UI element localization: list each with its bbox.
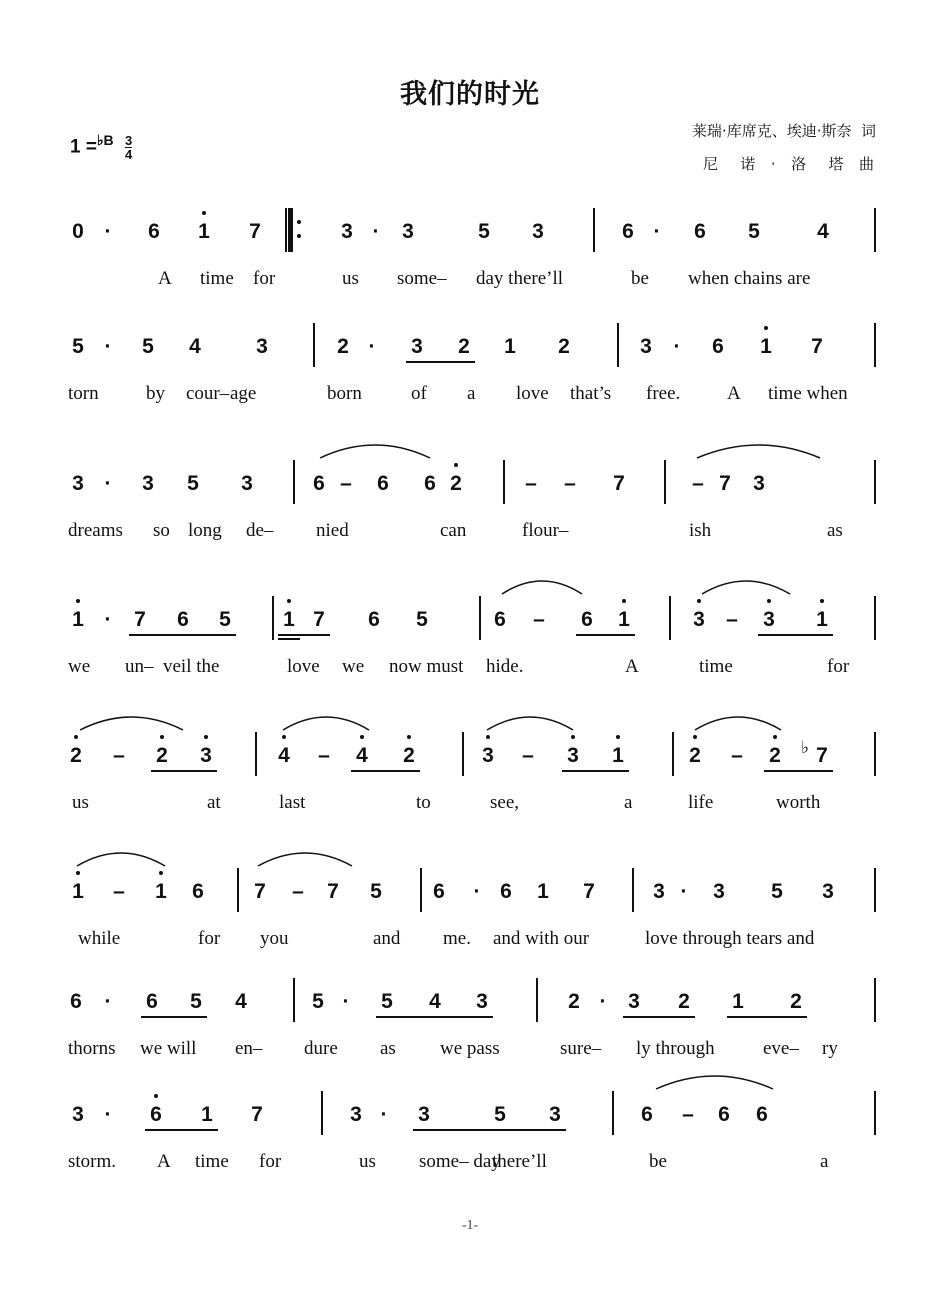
lyric-word: A <box>157 1151 171 1172</box>
note: 3 <box>142 472 154 495</box>
note: 7 <box>313 608 325 631</box>
lyric-word: as <box>827 520 843 541</box>
note: 3 <box>822 880 834 903</box>
lyric-word: can <box>440 520 467 541</box>
bar-line <box>313 323 315 367</box>
note: 3 <box>549 1103 561 1126</box>
note: 2 <box>764 744 786 768</box>
tie-arc <box>656 1076 773 1089</box>
lyric-word: de– <box>246 520 274 541</box>
lyric-word: A <box>727 383 741 404</box>
beam-underline <box>278 638 300 640</box>
note: 3 <box>72 472 84 495</box>
octave-dot <box>820 599 824 603</box>
octave-dot <box>74 735 78 739</box>
dash-extension: – <box>533 608 545 631</box>
beam-underline <box>727 1016 807 1018</box>
lyric-word: sure– <box>560 1038 602 1059</box>
lyric-word: A <box>625 656 639 677</box>
note: 1 <box>278 608 300 632</box>
octave-dot <box>454 463 458 467</box>
note: 3 <box>256 335 268 358</box>
lyric-word: torn <box>68 383 99 404</box>
note: 5 <box>219 608 231 631</box>
note: 1 <box>607 744 629 768</box>
octave-dot <box>697 599 701 603</box>
lyric-word: me. <box>443 928 471 949</box>
lyric-word: you <box>260 928 289 949</box>
time-signature <box>125 134 132 161</box>
beam-underline <box>351 770 420 772</box>
note: 2 <box>458 335 470 358</box>
bar-line <box>874 323 876 367</box>
lyric-word: long <box>188 520 222 541</box>
dash-extension: – <box>525 472 537 495</box>
note: 6 <box>494 608 506 631</box>
octave-dot <box>693 735 697 739</box>
lyric-word: now must <box>389 656 464 677</box>
lyric-word: we will <box>140 1038 197 1059</box>
note: 2 <box>65 744 87 768</box>
lyric-word: last <box>279 792 306 813</box>
note: 6 <box>694 220 706 243</box>
score-system <box>62 738 880 824</box>
note: 6 <box>622 220 634 243</box>
bar-line <box>874 868 876 912</box>
score-system <box>62 220 880 300</box>
note: 3 <box>241 472 253 495</box>
octave-dot <box>76 871 80 875</box>
tie-arc <box>697 445 820 458</box>
note: 1 <box>504 335 516 358</box>
note: 3 <box>72 1103 84 1126</box>
note: 6 <box>177 608 189 631</box>
lyric-word: life <box>688 792 714 813</box>
note: 3 <box>653 880 665 903</box>
lyric-word: eve– <box>763 1038 799 1059</box>
lyric-word: time <box>195 1151 229 1172</box>
lyric-word: a <box>820 1151 829 1172</box>
beam-underline <box>758 634 833 636</box>
key-prefix: 1 = <box>70 136 97 158</box>
lyric-word: cour– <box>186 383 230 404</box>
note: 3 <box>532 220 544 243</box>
octave-dot <box>160 735 164 739</box>
note: 5 <box>748 220 760 243</box>
lyric-word: born <box>327 383 362 404</box>
note: 4 <box>273 744 295 768</box>
dash-extension: – <box>292 880 304 903</box>
tie-arc <box>258 853 352 866</box>
lyric-word: storm. <box>68 1151 117 1172</box>
octave-dot <box>204 735 208 739</box>
note: 2 <box>337 335 349 358</box>
score-system <box>62 880 880 960</box>
note: 5 <box>478 220 490 243</box>
bar-line <box>462 732 464 776</box>
note: 3 <box>195 744 217 768</box>
lyric-word: a <box>624 792 633 813</box>
note: 6 <box>641 1103 653 1126</box>
lyric-word: hide. <box>486 656 524 677</box>
lyric-word: love <box>287 656 320 677</box>
key-signature <box>70 132 132 161</box>
beam-underline <box>278 634 330 636</box>
dot-extension: · <box>104 335 112 358</box>
tie-arc <box>320 445 430 458</box>
bar-line <box>237 868 239 912</box>
lyric-word: for <box>198 928 221 949</box>
bar-line <box>874 978 876 1022</box>
note: 7 <box>254 880 266 903</box>
note: 6 <box>148 220 160 243</box>
dash-extension: – <box>564 472 576 495</box>
note: 3 <box>411 335 423 358</box>
dot-extension: · <box>368 335 376 358</box>
note: 1 <box>67 880 89 904</box>
note: 6 <box>433 880 445 903</box>
bar-line <box>503 460 505 504</box>
lyric-word: we pass <box>440 1038 500 1059</box>
note: 6 <box>368 608 380 631</box>
bar-line <box>664 460 666 504</box>
lyric-word: be <box>649 1151 667 1172</box>
lyric-word: thorns <box>68 1038 116 1059</box>
note: 3 <box>713 880 725 903</box>
note: 0 <box>72 220 84 243</box>
dot-extension: · <box>104 608 112 631</box>
tie-arc <box>502 581 582 594</box>
octave-dot <box>616 735 620 739</box>
note: 7 <box>583 880 595 903</box>
lyric-word: time <box>699 656 733 677</box>
lyric-word: love <box>516 383 549 404</box>
note: 3 <box>477 744 499 768</box>
note: 5 <box>190 990 202 1013</box>
note: 7 <box>251 1103 263 1126</box>
lyric-word: flour– <box>522 520 569 541</box>
score-system <box>62 990 880 1070</box>
bar-line <box>672 732 674 776</box>
bar-line <box>874 596 876 640</box>
lyric-word: so <box>153 520 170 541</box>
note: 5 <box>370 880 382 903</box>
lyric-word: to <box>416 792 431 813</box>
bar-line <box>617 323 619 367</box>
octave-dot <box>76 599 80 603</box>
lyric-word: us <box>342 268 359 289</box>
bar-line <box>874 460 876 504</box>
note: 2 <box>790 990 802 1013</box>
lyric-word: time when <box>768 383 848 404</box>
lyric-word: at <box>207 792 221 813</box>
octave-dot <box>407 735 411 739</box>
octave-dot <box>773 735 777 739</box>
bar-line <box>293 460 295 504</box>
note: 5 <box>142 335 154 358</box>
tie-arc <box>702 581 790 594</box>
note: 1 <box>613 608 635 632</box>
bar-line <box>255 732 257 776</box>
dash-extension: – <box>731 744 743 767</box>
note: 6 <box>424 472 436 495</box>
lyric-word: nied <box>316 520 349 541</box>
note: 3 <box>418 1103 430 1126</box>
lyric-word: and <box>373 928 401 949</box>
beam-underline <box>151 770 217 772</box>
lyric-word: un– <box>125 656 154 677</box>
beam-underline <box>141 1016 207 1018</box>
tie-arc <box>80 717 183 730</box>
lyric-word: by <box>146 383 165 404</box>
dash-extension: – <box>692 472 704 495</box>
note: 2 <box>678 990 690 1013</box>
lyric-word: love through tears and <box>645 928 815 949</box>
octave-dot <box>282 735 286 739</box>
beam-underline <box>145 1129 218 1131</box>
bar-line <box>536 978 538 1022</box>
score-system <box>62 472 880 552</box>
octave-dot <box>360 735 364 739</box>
note: 5 <box>381 990 393 1013</box>
note: 3 <box>341 220 353 243</box>
note: 1 <box>732 990 744 1013</box>
note: 6 <box>377 472 389 495</box>
note: 6 <box>192 880 204 903</box>
lyric-word: as <box>380 1038 396 1059</box>
lyric-word: for <box>827 656 850 677</box>
dash-extension: – <box>522 744 534 767</box>
note: 7 <box>249 220 261 243</box>
dot-extension: · <box>653 220 661 243</box>
note: 6 <box>756 1103 768 1126</box>
dash-extension: – <box>113 744 125 767</box>
beam-underline <box>576 634 635 636</box>
lyric-word: there’ll <box>492 1151 547 1172</box>
dash-extension: – <box>318 744 330 767</box>
tie-arc <box>487 717 573 730</box>
bar-line <box>420 868 422 912</box>
beam-underline <box>764 770 833 772</box>
note: 4 <box>351 744 373 768</box>
note: 1 <box>201 1103 213 1126</box>
dot-extension: · <box>380 1103 388 1126</box>
note: 6 <box>712 335 724 358</box>
beam-underline <box>129 634 236 636</box>
note: 3 <box>350 1103 362 1126</box>
lyric-word: ry <box>822 1038 838 1059</box>
note: 6 <box>500 880 512 903</box>
dash-extension: – <box>113 880 125 903</box>
note: 7 <box>613 472 625 495</box>
octave-dot <box>486 735 490 739</box>
lyric-word: a <box>467 383 476 404</box>
dot-extension: · <box>372 220 380 243</box>
note: 3 <box>562 744 584 768</box>
lyric-word: ish <box>689 520 712 541</box>
note: 7 <box>134 608 146 631</box>
bar-line <box>874 732 876 776</box>
note: 7 <box>719 472 731 495</box>
note: 1 <box>67 608 89 632</box>
tie-arc <box>695 717 781 730</box>
lyric-word: free. <box>646 383 681 404</box>
lyric-word: we <box>68 656 91 677</box>
lyric-word: while <box>78 928 121 949</box>
note: 2 <box>151 744 173 768</box>
lyric-word: be <box>631 268 649 289</box>
note: 7 ♭ <box>801 738 828 767</box>
note: 6 <box>581 608 593 631</box>
score-system <box>62 608 880 688</box>
lyric-word: that’s <box>570 383 612 404</box>
bar-line <box>293 978 295 1022</box>
note: 5 <box>312 990 324 1013</box>
bar-line <box>479 596 481 640</box>
note: 3 <box>753 472 765 495</box>
octave-dot <box>159 871 163 875</box>
note: 3 <box>688 608 710 632</box>
score-system <box>62 335 880 415</box>
beam-underline <box>376 1016 493 1018</box>
composer-credit: 尼 诺 · 洛 塔 曲 <box>703 155 876 173</box>
note: 6 <box>145 1103 167 1127</box>
bar-line <box>612 1091 614 1135</box>
beam-underline <box>413 1129 566 1131</box>
octave-dot <box>154 1094 158 1098</box>
dot-extension: · <box>104 990 112 1013</box>
note: 2 <box>558 335 570 358</box>
lyric-word: en– <box>235 1038 263 1059</box>
note: 2 <box>684 744 706 768</box>
note: 3 <box>476 990 488 1013</box>
note: 4 <box>817 220 829 243</box>
lyric-word: some– day <box>419 1151 501 1172</box>
lyric-word: for <box>253 268 276 289</box>
time-top: 3 <box>124 132 133 148</box>
lyric-word: day there’ll <box>476 268 564 289</box>
note: 2 <box>445 472 467 496</box>
note: 3 <box>628 990 640 1013</box>
lyric-word: veil the <box>163 656 220 677</box>
tie-arc <box>77 853 165 866</box>
lyric-word: ly through <box>636 1038 715 1059</box>
dot-extension: · <box>104 220 112 243</box>
octave-dot <box>764 326 768 330</box>
note: 6 <box>70 990 82 1013</box>
lyric-word: see, <box>490 792 520 813</box>
lyric-word: worth <box>776 792 821 813</box>
note: 4 <box>189 335 201 358</box>
note: 1 <box>150 880 172 904</box>
dash-extension: – <box>726 608 738 631</box>
note: 6 <box>146 990 158 1013</box>
lyric-word: us <box>359 1151 376 1172</box>
note: 7 <box>327 880 339 903</box>
note: 1 <box>755 335 777 359</box>
lyric-word: some– <box>397 268 447 289</box>
note: 5 <box>72 335 84 358</box>
note: 7 <box>811 335 823 358</box>
note: 6 <box>718 1103 730 1126</box>
note: 1 <box>811 608 833 632</box>
octave-dot <box>202 211 206 215</box>
note: 5 <box>494 1103 506 1126</box>
note: 5 <box>187 472 199 495</box>
octave-dot <box>287 599 291 603</box>
key-name: ♭B <box>96 132 114 148</box>
beam-underline <box>562 770 629 772</box>
note: 6 <box>313 472 325 495</box>
dot-extension: · <box>342 990 350 1013</box>
lyric-word: when chains are <box>688 268 811 289</box>
lyric-word: and with our <box>493 928 590 949</box>
score-system <box>62 1103 880 1183</box>
note: 1 <box>193 220 215 244</box>
note: 4 <box>429 990 441 1013</box>
page-number: -1- <box>461 1218 479 1233</box>
lyric-word: age <box>230 383 257 404</box>
dot-extension: · <box>104 1103 112 1126</box>
dot-extension: · <box>104 472 112 495</box>
lyric-word: us <box>72 792 89 813</box>
note: 3 <box>758 608 780 632</box>
song-title: 我们的时光 <box>400 79 540 110</box>
lyric-word: for <box>259 1151 282 1172</box>
time-bottom: 4 <box>124 146 133 162</box>
octave-dot <box>622 599 626 603</box>
bar-line <box>874 208 876 252</box>
lyric-word: time <box>200 268 234 289</box>
note: 3 <box>640 335 652 358</box>
flat-accidental: ♭ <box>801 738 810 758</box>
dash-extension: – <box>682 1103 694 1126</box>
note: 1 <box>537 880 549 903</box>
tie-arc <box>283 717 369 730</box>
bar-line <box>593 208 595 252</box>
dot-extension: · <box>599 990 607 1013</box>
note: 2 <box>568 990 580 1013</box>
note: 4 <box>235 990 247 1013</box>
dot-extension: · <box>673 335 681 358</box>
lyric-word: dreams <box>68 520 123 541</box>
lyric-word: A <box>158 268 172 289</box>
lyric-word: dure <box>304 1038 338 1059</box>
beam-underline <box>406 361 475 363</box>
dot-extension: · <box>680 880 688 903</box>
bar-line <box>632 868 634 912</box>
note: 2 <box>398 744 420 768</box>
dash-extension: – <box>340 472 352 495</box>
note: 5 <box>416 608 428 631</box>
beam-underline <box>623 1016 695 1018</box>
lyric-word: we <box>342 656 365 677</box>
bar-line <box>321 1091 323 1135</box>
octave-dot <box>767 599 771 603</box>
bar-line <box>874 1091 876 1135</box>
lyric-word: of <box>411 383 427 404</box>
bar-line <box>669 596 671 640</box>
dot-extension: · <box>473 880 481 903</box>
lyricist-credit: 莱瑞·库席克、埃迪·斯奈 词 <box>691 122 876 140</box>
bar-line <box>272 596 274 640</box>
note: 3 <box>402 220 414 243</box>
note: 5 <box>771 880 783 903</box>
octave-dot <box>571 735 575 739</box>
